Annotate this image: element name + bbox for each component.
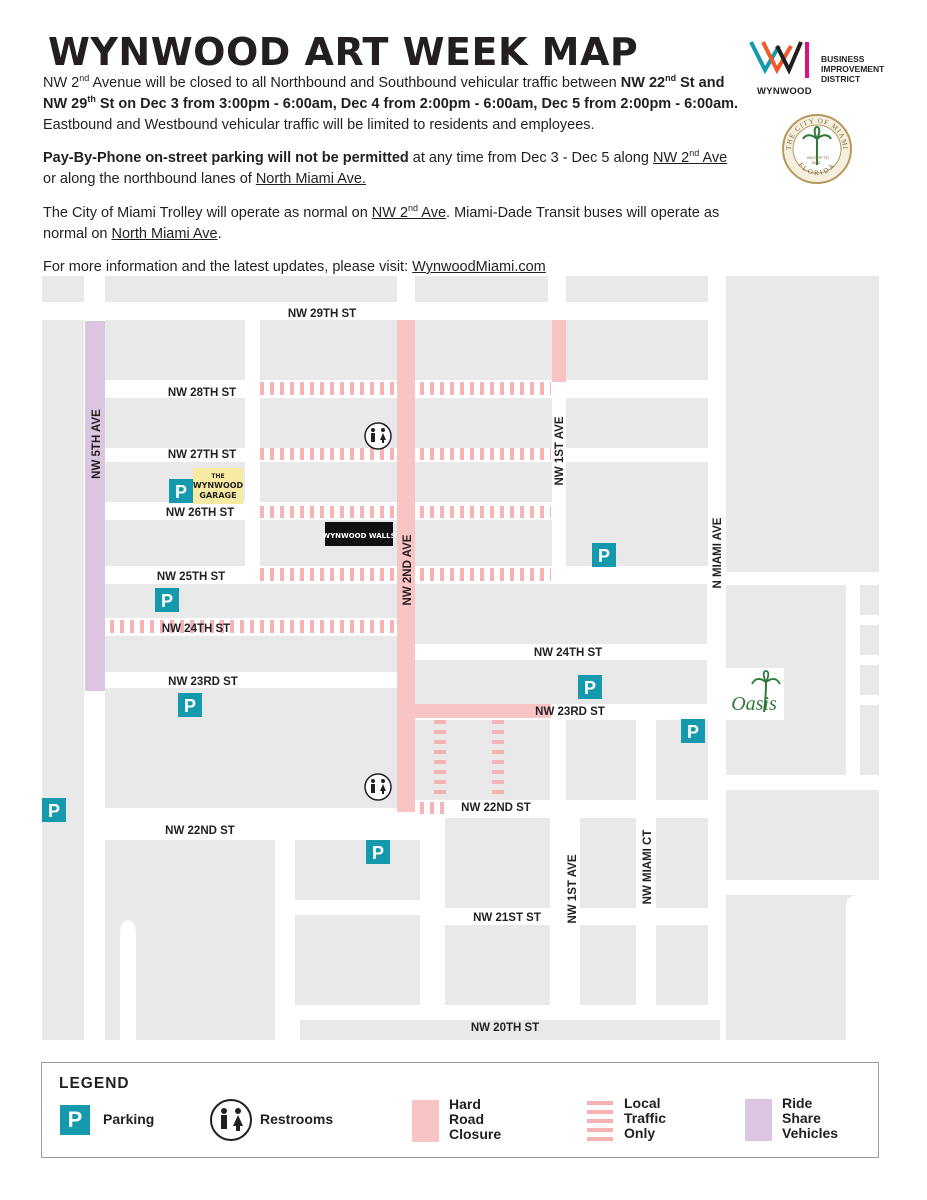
legend-local-traffic-label: Local Traffic Only: [624, 1095, 667, 1141]
parking-notice: Pay-By-Phone on-street parking will not be permitted at any time from Dec 3 - Dec 5 along NW 2nd Ave or along the northbound lanes of North Miami Ave.: [43, 148, 728, 187]
map-legend: [41, 1062, 879, 1158]
label-nw-26th-st: NW 26TH ST: [165, 507, 235, 519]
label-nw-5th-ave: NW 5TH AVE: [91, 409, 103, 479]
parking-icon: P: [60, 1105, 90, 1135]
label-nw-22nd-st-east: NW 22ND ST: [461, 802, 531, 814]
label-nw-2nd-ave: NW 2ND AVE: [402, 534, 414, 606]
svg-text:P: P: [371, 843, 385, 863]
parking-icon: [178, 693, 202, 717]
legend-hard-closure-swatch: [412, 1100, 439, 1142]
nw-2nd-ave-link: NW 2nd Ave: [652, 148, 728, 166]
parking-icon: [155, 588, 179, 612]
restroom-icon: [365, 774, 391, 800]
wynwood-garage-landmark: [193, 468, 244, 504]
label-nw-27th-st: NW 27TH ST: [167, 449, 237, 461]
label-nw-25th-st: NW 25TH ST: [156, 571, 226, 583]
restroom-icon: [209, 1098, 253, 1142]
legend-hard-closure-label: Hard Road Closure: [449, 1096, 502, 1142]
parking-icon: [366, 840, 390, 864]
legend-restrooms-label: Restrooms: [260, 1111, 334, 1127]
label-nw-1st-ave-north: NW 1ST AVE: [554, 416, 566, 486]
svg-text:WYNWOOD: WYNWOOD: [192, 481, 244, 490]
parking-icon: [578, 675, 602, 699]
svg-text:WYNWOOD WALLS: WYNWOOD WALLS: [322, 532, 396, 540]
ride-share-nw-5th-ave: [85, 321, 105, 691]
bid-wordmark: WYNWOOD: [757, 86, 812, 97]
svg-text:1896: 1896: [811, 160, 820, 165]
label-nw-miami-ct: NW MIAMI CT: [642, 829, 654, 905]
label-nw-22nd-st-west: NW 22ND ST: [165, 825, 235, 837]
label-nw-28th-st: NW 28TH ST: [167, 387, 237, 399]
svg-text:P: P: [160, 591, 174, 611]
svg-text:P: P: [597, 546, 611, 566]
bid-text: BUSINESS IMPROVEMENT DISTRICT: [821, 54, 885, 84]
label-nw-24th-st-west: NW 24TH ST: [161, 623, 231, 635]
closure-nw-23rd-st: [415, 704, 551, 718]
svg-text:Oasis: Oasis: [731, 693, 777, 715]
label-nw-23rd-st-east: NW 23RD ST: [535, 706, 605, 718]
parking-icon: [681, 719, 705, 743]
label-nw-1st-ave-south: NW 1ST AVE: [567, 854, 579, 924]
svg-text:P: P: [583, 678, 597, 698]
svg-text:THE CITY OF MIAMI: THE CITY OF MIAMI: [784, 116, 850, 151]
svg-text:P: P: [183, 696, 197, 716]
oasis-landmark: [724, 668, 784, 720]
svg-text:GARAGE: GARAGE: [199, 491, 237, 500]
legend-local-traffic-swatch: [587, 1101, 613, 1141]
svg-text:P: P: [686, 722, 700, 742]
transit-notice: The City of Miami Trolley will operate as normal on NW 2nd Ave. Miami-Dade Transit buses will operate as normal on North Miami Ave.: [43, 203, 720, 242]
page-title: WYNWOOD ART WEEK MAP: [48, 30, 639, 74]
label-nw-29th-st: NW 29TH ST: [287, 308, 357, 320]
label-nw-23rd-st-west: NW 23RD ST: [168, 676, 238, 688]
label-nw-24th-st-east: NW 24TH ST: [533, 647, 603, 659]
svg-text:P: P: [47, 801, 61, 821]
closure-notice: NW 2nd Avenue will be closed to all Northbound and Southbound vehicular traffic between NW 22nd St and NW 29th St on Dec 3 from 3:00pm - 6:00am, Dec 4 from 2:00pm - 6:00am, Dec 5 from 2:00pm - 6:00am. Eastbound and Westbound vehicular traffic will be limited to residents and employees.: [43, 73, 739, 133]
svg-text:THE: THE: [211, 473, 225, 480]
svg-text:INCORP'TD: INCORP'TD: [807, 155, 829, 160]
north-miami-ave-link: North Miami Ave.: [255, 171, 366, 187]
label-nw-21st-st: NW 21ST ST: [473, 912, 541, 924]
legend-ride-share-swatch: [745, 1099, 772, 1141]
label-n-miami-ave: N MIAMI AVE: [712, 517, 724, 589]
closure-nw-1st-ave: [552, 320, 566, 382]
parking-icon: [42, 798, 66, 822]
more-info-notice: For more information and the latest updates, please visit: WynwoodMiami.com: [43, 259, 546, 275]
legend-ride-share-label: Ride Share Vehicles: [782, 1095, 839, 1141]
svg-text:FLORIDA: FLORIDA: [796, 160, 838, 178]
restroom-icon: [365, 423, 391, 449]
website-link[interactable]: WynwoodMiami.com: [412, 259, 546, 275]
svg-text:P: P: [174, 482, 188, 502]
wynwood-walls-landmark: [322, 522, 395, 546]
legend-title: LEGEND: [59, 1075, 130, 1092]
legend-parking-label: Parking: [103, 1111, 155, 1127]
parking-icon: [169, 479, 193, 503]
parking-icon: [592, 543, 616, 567]
label-nw-20th-st: NW 20TH ST: [470, 1022, 540, 1034]
